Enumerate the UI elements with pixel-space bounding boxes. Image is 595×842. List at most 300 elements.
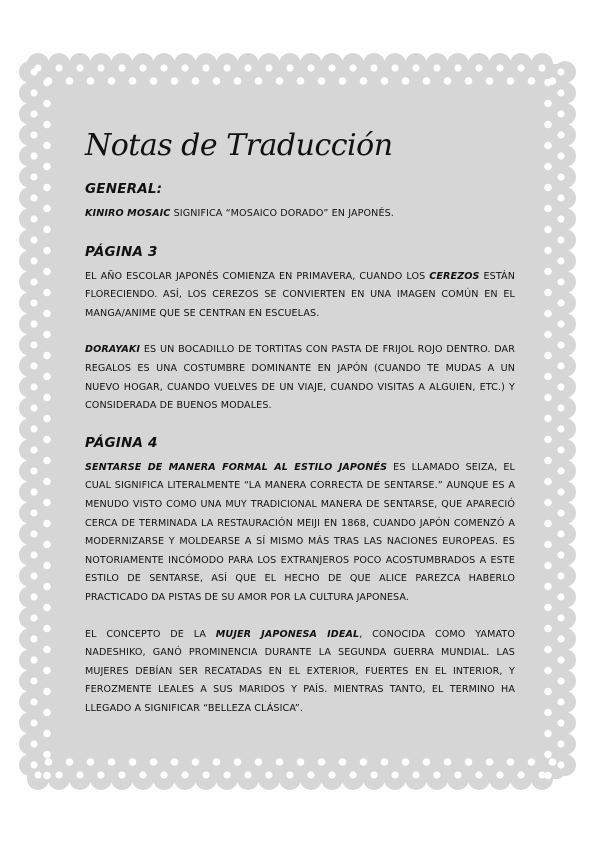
lace-scallop: [19, 565, 41, 587]
lace-hole: [30, 215, 37, 222]
lace-hole: [557, 635, 564, 642]
lace-scallop: [554, 271, 576, 293]
lace-hole: [43, 205, 51, 213]
lace-scallop: [554, 124, 576, 146]
lace-hole: [43, 163, 51, 171]
lace-hole: [276, 77, 284, 85]
lace-hole: [549, 758, 557, 766]
lace-scallop: [19, 586, 41, 608]
lace-hole: [297, 77, 305, 85]
lace-hole: [544, 625, 552, 633]
lace-scallop: [19, 208, 41, 230]
lace-hole: [97, 771, 104, 778]
lace-hole: [557, 68, 564, 75]
lace-hole: [544, 436, 552, 444]
lace-hole: [160, 64, 167, 71]
lace-scallop: [19, 187, 41, 209]
lace-hole: [43, 688, 51, 696]
lace-scallop: [19, 103, 41, 125]
lace-hole: [544, 478, 552, 486]
lace-scallop: [554, 460, 576, 482]
lace-hole: [118, 64, 125, 71]
lace-scallop: [19, 166, 41, 188]
lace-hole: [255, 758, 263, 766]
lace-scallop: [279, 768, 301, 790]
lace-scallop: [195, 768, 217, 790]
lace-hole: [66, 77, 74, 85]
lace-scallop: [554, 313, 576, 335]
lace-hole: [202, 771, 209, 778]
lace-hole: [557, 425, 564, 432]
lace-scallop: [90, 53, 112, 75]
lace-scallop: [321, 768, 343, 790]
lace-scallop: [554, 649, 576, 671]
lace-hole: [307, 771, 314, 778]
lace-scallop: [405, 53, 427, 75]
lace-hole: [454, 64, 461, 71]
lace-hole: [423, 77, 431, 85]
lace-hole: [30, 299, 37, 306]
lace-hole: [507, 758, 515, 766]
lace-hole: [43, 373, 51, 381]
lace-hole: [544, 583, 552, 591]
lace-hole: [43, 541, 51, 549]
lace-scallop: [554, 544, 576, 566]
note-text: , CONOCIDA COMO YAMATO NADESHIKO, GANÓ PROMINENCIA DURANTE LA SEGUNDA GUERRA MUNDIAL. LAS MUJERES DEBÍAN SER RECATADAS EN EL EXTERIOR, FUERTES EN EL INTERIOR, Y FEROZMENTE LEALES A SUS MARIDOS Y PAÍS. MIENTRAS TANTO, EL TERMINO HA LLEGADO A SIGNIFICAR “BELLEZA CLÁSICA”.: [85, 628, 515, 714]
lace-hole: [43, 478, 51, 486]
lace-hole: [544, 772, 552, 780]
lace-hole: [328, 64, 335, 71]
lace-hole: [544, 247, 552, 255]
lace-scallop: [111, 768, 133, 790]
lace-hole: [30, 320, 37, 327]
note-paragraph: [85, 626, 515, 719]
lace-hole: [544, 226, 552, 234]
lace-scallop: [19, 544, 41, 566]
lace-hole: [171, 758, 179, 766]
lace-hole: [30, 194, 37, 201]
lace-hole: [43, 100, 51, 108]
lace-hole: [557, 194, 564, 201]
lace-hole: [557, 740, 564, 747]
lace-hole: [381, 758, 389, 766]
lace-scallop: [279, 53, 301, 75]
lace-hole: [43, 331, 51, 339]
lace-scallop: [468, 53, 490, 75]
lace-hole: [557, 257, 564, 264]
lace-hole: [244, 64, 251, 71]
note-text: EL CONCEPTO DE LA: [85, 628, 216, 640]
lace-hole: [557, 173, 564, 180]
lace-scallop: [426, 53, 448, 75]
lace-hole: [55, 771, 62, 778]
lace-hole: [171, 77, 179, 85]
lace-hole: [43, 499, 51, 507]
lace-hole: [43, 562, 51, 570]
lace-hole: [544, 730, 552, 738]
lace-hole: [30, 677, 37, 684]
lace-hole: [43, 730, 51, 738]
lace-scallop: [111, 53, 133, 75]
lace-scallop: [19, 481, 41, 503]
lace-hole: [43, 751, 51, 759]
lace-hole: [43, 184, 51, 192]
lace-scallop: [554, 166, 576, 188]
lace-hole: [30, 68, 37, 75]
lace-hole: [402, 758, 410, 766]
lace-scallop: [554, 565, 576, 587]
lace-hole: [43, 457, 51, 465]
lace-scallop: [531, 53, 553, 75]
lace-hole: [557, 362, 564, 369]
lace-hole: [66, 758, 74, 766]
section-heading: PÁGINA 4: [85, 434, 158, 451]
notes-section: [85, 244, 515, 416]
lace-hole: [244, 771, 251, 778]
lace-hole: [557, 131, 564, 138]
lace-scallop: [19, 124, 41, 146]
lace-scallop: [174, 53, 196, 75]
lace-hole: [87, 77, 95, 85]
lace-scallop: [19, 82, 41, 104]
lace-scallop: [69, 768, 91, 790]
lace-hole: [475, 771, 482, 778]
lace-hole: [339, 77, 347, 85]
lace-hole: [30, 110, 37, 117]
lace-hole: [465, 77, 473, 85]
lace-scallop: [153, 768, 175, 790]
lace-scallop: [19, 460, 41, 482]
lace-hole: [43, 415, 51, 423]
lace-scallop: [19, 355, 41, 377]
section-heading: GENERAL:: [85, 181, 163, 197]
lace-hole: [544, 688, 552, 696]
lace-hole: [76, 64, 83, 71]
lace-hole: [557, 467, 564, 474]
lace-hole: [370, 64, 377, 71]
lace-hole: [30, 152, 37, 159]
lace-scallop: [300, 53, 322, 75]
lace-hole: [544, 142, 552, 150]
lace-hole: [557, 383, 564, 390]
lace-hole: [544, 79, 552, 87]
note-text: SIGNIFICA “MOSAICO DORADO” EN JAPONÉS.: [170, 208, 394, 219]
lace-scallop: [554, 397, 576, 419]
lace-scallop: [90, 768, 112, 790]
lace-hole: [544, 646, 552, 654]
lace-hole: [544, 520, 552, 528]
lace-scallop: [258, 768, 280, 790]
lace-hole: [444, 77, 452, 85]
lace-hole: [557, 320, 564, 327]
lace-scallop: [554, 208, 576, 230]
lace-scallop: [19, 229, 41, 251]
lace-hole: [129, 77, 137, 85]
lace-hole: [43, 709, 51, 717]
lace-scallop: [19, 313, 41, 335]
lace-hole: [544, 709, 552, 717]
lace-hole: [43, 520, 51, 528]
lace-hole: [557, 593, 564, 600]
lace-hole: [43, 310, 51, 318]
lace-scallop: [19, 250, 41, 272]
lace-scallop: [554, 691, 576, 713]
lace-hole: [30, 425, 37, 432]
lace-scallop: [447, 768, 469, 790]
lace-scallop: [19, 61, 41, 83]
lace-hole: [150, 77, 158, 85]
lace-hole: [192, 77, 200, 85]
lace-hole: [423, 758, 431, 766]
lace-hole: [557, 656, 564, 663]
lace-hole: [43, 604, 51, 612]
lace-hole: [544, 751, 552, 759]
lace-hole: [30, 530, 37, 537]
lace-scallop: [19, 649, 41, 671]
lace-hole: [486, 758, 494, 766]
lace-hole: [544, 100, 552, 108]
lace-scallop: [48, 53, 70, 75]
lace-hole: [43, 583, 51, 591]
lace-hole: [544, 289, 552, 297]
lace-hole: [557, 488, 564, 495]
lace-hole: [307, 64, 314, 71]
highlighted-term: KINIRO MOSAIC: [85, 208, 171, 219]
lace-hole: [30, 236, 37, 243]
lace-hole: [30, 509, 37, 516]
lace-scallop: [19, 397, 41, 419]
lace-hole: [486, 77, 494, 85]
lace-hole: [43, 142, 51, 150]
lace-scallop: [554, 439, 576, 461]
highlighted-term: SENTARSE DE MANERA FORMAL AL ESTILO JAPONÉS: [85, 461, 388, 473]
lace-hole: [30, 341, 37, 348]
lace-hole: [43, 646, 51, 654]
lace-scallop: [132, 768, 154, 790]
lace-hole: [223, 64, 230, 71]
lace-hole: [255, 77, 263, 85]
lace-hole: [286, 771, 293, 778]
lace-scallop: [554, 82, 576, 104]
lace-hole: [30, 698, 37, 705]
lace-hole: [45, 758, 53, 766]
lace-scallop: [554, 733, 576, 755]
lace-hole: [213, 77, 221, 85]
lace-hole: [412, 771, 419, 778]
lace-scallop: [216, 53, 238, 75]
lace-hole: [43, 394, 51, 402]
lace-hole: [544, 604, 552, 612]
lace-hole: [557, 509, 564, 516]
lace-hole: [557, 89, 564, 96]
lace-hole: [30, 257, 37, 264]
note-text: ESTÁN FLORECIENDO. ASÍ, LOS CEREZOS SE CONVIERTEN EN UNA IMAGEN COMÚN EN EL MANGA/ANIME QUE SE CENTRAN EN ESCUELAS.: [85, 270, 515, 319]
highlighted-term: DORAYAKI: [85, 344, 141, 356]
lace-scallop: [554, 481, 576, 503]
lace-hole: [544, 184, 552, 192]
lace-hole: [557, 572, 564, 579]
lace-hole: [30, 593, 37, 600]
note-paragraph: [85, 205, 515, 224]
lace-scallop: [153, 53, 175, 75]
lace-hole: [328, 771, 335, 778]
lace-hole: [557, 236, 564, 243]
lace-hole: [433, 64, 440, 71]
lace-hole: [318, 77, 326, 85]
lace-scallop: [510, 768, 532, 790]
lace-hole: [181, 771, 188, 778]
lace-hole: [412, 64, 419, 71]
lace-hole: [43, 772, 51, 780]
lace-hole: [544, 457, 552, 465]
lace-hole: [391, 771, 398, 778]
lace-scallop: [554, 712, 576, 734]
lace-hole: [557, 341, 564, 348]
lace-hole: [223, 771, 230, 778]
lace-scallop: [19, 691, 41, 713]
section-heading: PÁGINA 3: [85, 243, 158, 260]
lace-scallop: [19, 628, 41, 650]
lace-hole: [557, 404, 564, 411]
lace-scallop: [19, 376, 41, 398]
lace-hole: [55, 64, 62, 71]
lace-scallop: [216, 768, 238, 790]
lace-hole: [544, 373, 552, 381]
lace-scallop: [19, 712, 41, 734]
lace-hole: [381, 77, 389, 85]
lace-hole: [496, 64, 503, 71]
lace-hole: [43, 247, 51, 255]
lace-hole: [139, 771, 146, 778]
lace-hole: [433, 771, 440, 778]
lace-hole: [30, 551, 37, 558]
lace-scallop: [19, 733, 41, 755]
lace-hole: [507, 77, 515, 85]
lace-hole: [30, 719, 37, 726]
lace-hole: [160, 771, 167, 778]
lace-hole: [544, 331, 552, 339]
lace-scallop: [510, 53, 532, 75]
lace-hole: [108, 758, 116, 766]
lace-scallop: [19, 271, 41, 293]
lace-scallop: [384, 53, 406, 75]
lace-hole: [544, 562, 552, 570]
notes-section: [85, 181, 515, 224]
lace-hole: [30, 572, 37, 579]
note-paragraph: [85, 268, 515, 324]
lace-hole: [30, 278, 37, 285]
lace-scallop: [554, 355, 576, 377]
lace-scallop: [19, 292, 41, 314]
lace-scallop: [132, 53, 154, 75]
lace-hole: [475, 64, 482, 71]
lace-scallop: [195, 53, 217, 75]
lace-hole: [544, 499, 552, 507]
lace-scallop: [554, 376, 576, 398]
lace-hole: [557, 530, 564, 537]
lace-hole: [30, 131, 37, 138]
lace-hole: [544, 268, 552, 276]
lace-scallop: [554, 523, 576, 545]
lace-hole: [557, 677, 564, 684]
lace-scallop: [384, 768, 406, 790]
lace-hole: [528, 77, 536, 85]
lace-hole: [286, 64, 293, 71]
lace-scallop: [19, 418, 41, 440]
lace-hole: [276, 758, 284, 766]
lace-scallop: [554, 61, 576, 83]
lace-hole: [43, 436, 51, 444]
lace-hole: [557, 761, 564, 768]
lace-scallop: [19, 670, 41, 692]
lace-scallop: [468, 768, 490, 790]
lace-scallop: [363, 53, 385, 75]
lace-scallop: [531, 768, 553, 790]
lace-hole: [496, 771, 503, 778]
note-paragraph: [85, 341, 515, 415]
lace-hole: [557, 110, 564, 117]
lace-scallop: [554, 229, 576, 251]
lace-hole: [30, 467, 37, 474]
lace-hole: [318, 758, 326, 766]
lace-scallop: [554, 145, 576, 167]
lace-scallop: [48, 768, 70, 790]
lace-hole: [30, 740, 37, 747]
lace-hole: [43, 268, 51, 276]
lace-hole: [557, 698, 564, 705]
lace-hole: [444, 758, 452, 766]
lace-hole: [202, 64, 209, 71]
lace-scallop: [237, 53, 259, 75]
lace-hole: [454, 771, 461, 778]
lace-hole: [234, 758, 242, 766]
lace-hole: [339, 758, 347, 766]
lace-hole: [265, 64, 272, 71]
lace-scallop: [19, 502, 41, 524]
lace-scallop: [363, 768, 385, 790]
lace-hole: [30, 656, 37, 663]
lace-hole: [30, 614, 37, 621]
lace-hole: [43, 121, 51, 129]
note-text: ES LLAMADO SEIZA, EL CUAL SIGNIFICA LITERALMENTE “LA MANERA CORRECTA DE SENTARSE.” AUNQUE ES A MENUDO VISTO COMO UNA MUY TRADICIONAL MANERA DE SENTARSE, QUE APARECIÓ CERCA DE TERMINADA LA RESTAURACIÓN MEIJI EN 1868, CUANDO JAPÓN COMENZÓ A MODERNIZARSE Y MOLDEARSE A SÍ MISMO MÁS TRAS LAS NACIONES EUROPEAS. ES NOTORIAMENTE INCÓMODO PARA LOS EXTRANJEROS POCO ACOSTUMBRADOS A ESTE ESTILO DE SENTARSE, ASÍ QUE EL HECHO DE QUE ALICE PAREZCA HABERLO PRACTICADO DA PISTAS DE SU AMOR POR LA CULTURA JAPONESA.: [85, 461, 515, 603]
lace-hole: [557, 299, 564, 306]
lace-scallop: [554, 292, 576, 314]
note-text: ES UN BOCADILLO DE TORTITAS CON PASTA DE FRIJOL ROJO DENTRO. DAR REGALOS ES UNA COSTUMBRE DOMINANTE EN JAPÓN (CUANDO TE MUDAS A UN NUEVO HOGAR, CUANDO VUELVES DE UN VIAJE, CUANDO VISITAS A ALGUIEN, ETC.) Y CONSIDERADA DE BUENOS MODALES.: [85, 344, 515, 412]
lace-scallop: [554, 586, 576, 608]
lace-hole: [30, 89, 37, 96]
lace-hole: [192, 758, 200, 766]
lace-hole: [557, 551, 564, 558]
lace-hole: [30, 404, 37, 411]
lace-hole: [43, 667, 51, 675]
lace-hole: [30, 488, 37, 495]
lace-scallop: [489, 53, 511, 75]
lace-hole: [265, 771, 272, 778]
lace-hole: [213, 758, 221, 766]
lace-hole: [97, 64, 104, 71]
lace-scallop: [426, 768, 448, 790]
lace-hole: [544, 415, 552, 423]
lace-hole: [528, 758, 536, 766]
lace-hole: [544, 394, 552, 402]
lace-scallop: [19, 145, 41, 167]
lace-scallop: [554, 418, 576, 440]
lace-scallop: [342, 768, 364, 790]
lace-hole: [43, 226, 51, 234]
lace-hole: [234, 77, 242, 85]
lace-scallop: [174, 768, 196, 790]
lace-scallop: [321, 53, 343, 75]
